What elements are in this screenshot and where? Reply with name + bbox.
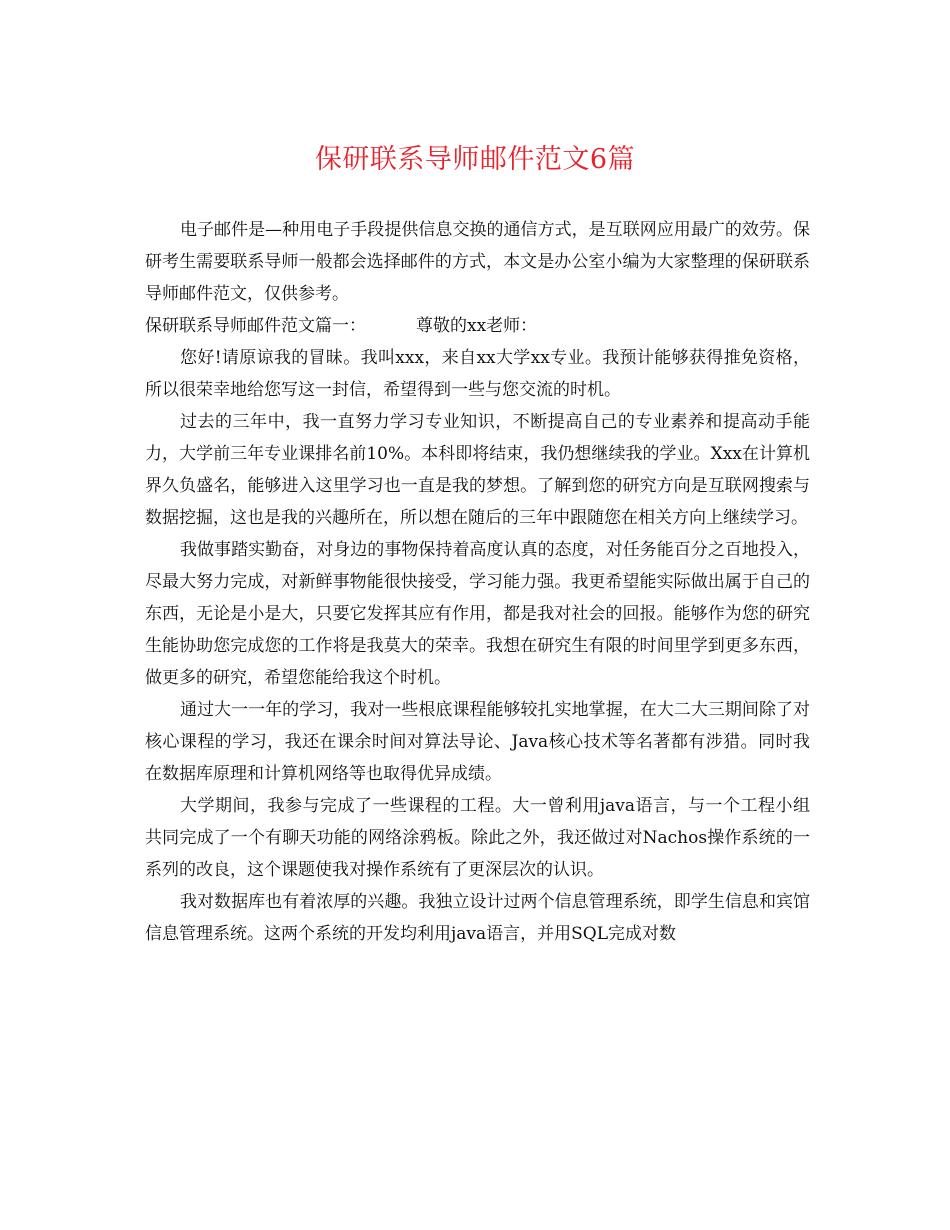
intro-paragraph: 电子邮件是—种用电子手段提供信息交换的通信方式，是互联网应用最广的效劳。保研考生需要联系导师一般都会选择邮件的方式，本文是办公室小编为大家整理的保研联系导师邮件范文，仅供参考。 — [145, 220, 810, 304]
body-paragraph: 您好!请原谅我的冒昧。我叫xxx，来自xx大学xx专业。我预计能够获得推免资格，所以很荣幸地给您写这一封信，希望得到一些与您交流的时机。 — [145, 348, 810, 400]
document-title: 保研联系导师邮件范文6篇 — [314, 144, 636, 175]
body-paragraph: 我做事踏实勤奋，对身边的事物保持着高度认真的态度，对任务能百分之百地投入，尽最大努力完成，对新鲜事物能很快接受，学习能力强。我更希望能实际做出属于自己的东西，无论是小是大，只要它发挥其应有作用，都是我对社会的回报。能够作为您的研究生能协助您完成您的工作将是我莫大的荣幸。我想在研究生有限的时间里学到更多东西，做更多的研究，希望您能给我这个时机。 — [145, 540, 810, 688]
body-paragraph: 我对数据库也有着浓厚的兴趣。我独立设计过两个信息管理系统，即学生信息和宾馆信息管理系统。这两个系统的开发均利用java语言，并用SQL完成对数 — [145, 892, 810, 944]
body-paragraph: 过去的三年中，我一直努力学习专业知识，不断提高自己的专业素养和提高动手能力，大学前三年专业课排名前10%。本科即将结束，我仍想继续我的学业。Xxx在计算机界久负盛名，能够进入这里学习也一直是我的梦想。了解到您的研究方向是互联网搜索与数据挖掘，这也是我的兴趣所在，所以想在随后的三年中跟随您在相关方向上继续学习。 — [145, 412, 810, 528]
body-paragraph: 大学期间，我参与完成了一些课程的工程。大一曾利用java语言，与一个工程小组共同完成了一个有聊天功能的网络涂鸦板。除此之外，我还做过对Nachos操作系统的一系列的改良，这个课题使我对操作系统有了更深层次的认识。 — [145, 796, 810, 880]
body-paragraph: 通过大一一年的学习，我对一些根底课程能够较扎实地掌握，在大二大三期间除了对核心课程的学习，我还在课余时间对算法导论、Java核心技术等名著都有涉猎。同时我在数据库原理和计算机网络等也取得优异成绩。 — [145, 700, 810, 784]
section-heading-line — [145, 310, 810, 342]
salutation: 尊敬的xx老师： — [416, 316, 538, 336]
section-heading: 保研联系导师邮件范文篇一： — [145, 316, 366, 336]
document-body — [145, 214, 810, 950]
